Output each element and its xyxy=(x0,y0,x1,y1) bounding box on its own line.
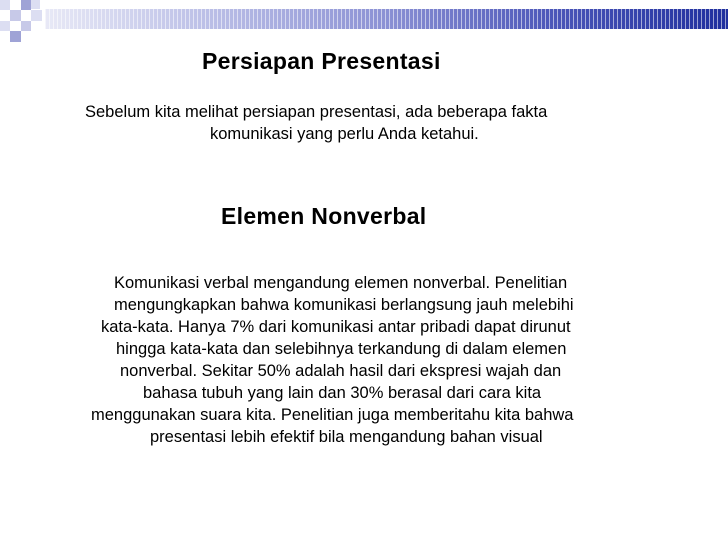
decor-square xyxy=(31,0,40,9)
body-line: bahasa tubuh yang lain dan 30% berasal dari cara kita xyxy=(143,384,542,402)
decor-square xyxy=(21,0,31,10)
decor-square xyxy=(0,0,10,10)
body-line: nonverbal. Sekitar 50% adalah hasil dari ekspresi wajah dan xyxy=(120,362,562,380)
intro-text xyxy=(85,101,705,145)
intro-line: Sebelum kita melihat persiapan presentasi, ada beberapa fakta xyxy=(85,103,548,121)
intro-line: komunikasi yang perlu Anda ketahui. xyxy=(210,125,479,143)
body-line: menggunakan suara kita. Penelitian juga memberitahu kita bahwa xyxy=(91,406,574,424)
slide-title: Persiapan Presentasi xyxy=(202,48,441,74)
body-paragraph xyxy=(88,272,694,448)
decor-square xyxy=(10,10,21,21)
decor-square xyxy=(31,10,42,21)
decor-square xyxy=(21,21,31,31)
body-line: hingga kata-kata dan selebihnya terkandung di dalam elemen xyxy=(116,340,567,358)
decor-square xyxy=(10,31,21,42)
decor-square xyxy=(0,21,10,31)
header-gradient-bar xyxy=(45,9,728,29)
body-line: presentasi lebih efektif bila mengandung bahan visual xyxy=(150,428,543,446)
section-title: Elemen Nonverbal xyxy=(221,203,427,229)
body-line: mengungkapkan bahwa komunikasi berlangsung jauh melebihi xyxy=(114,296,574,314)
body-line: Komunikasi verbal mengandung elemen nonverbal. Penelitian xyxy=(114,274,568,292)
body-line: kata-kata. Hanya 7% dari komunikasi antar pribadi dapat dirunut xyxy=(101,318,571,336)
